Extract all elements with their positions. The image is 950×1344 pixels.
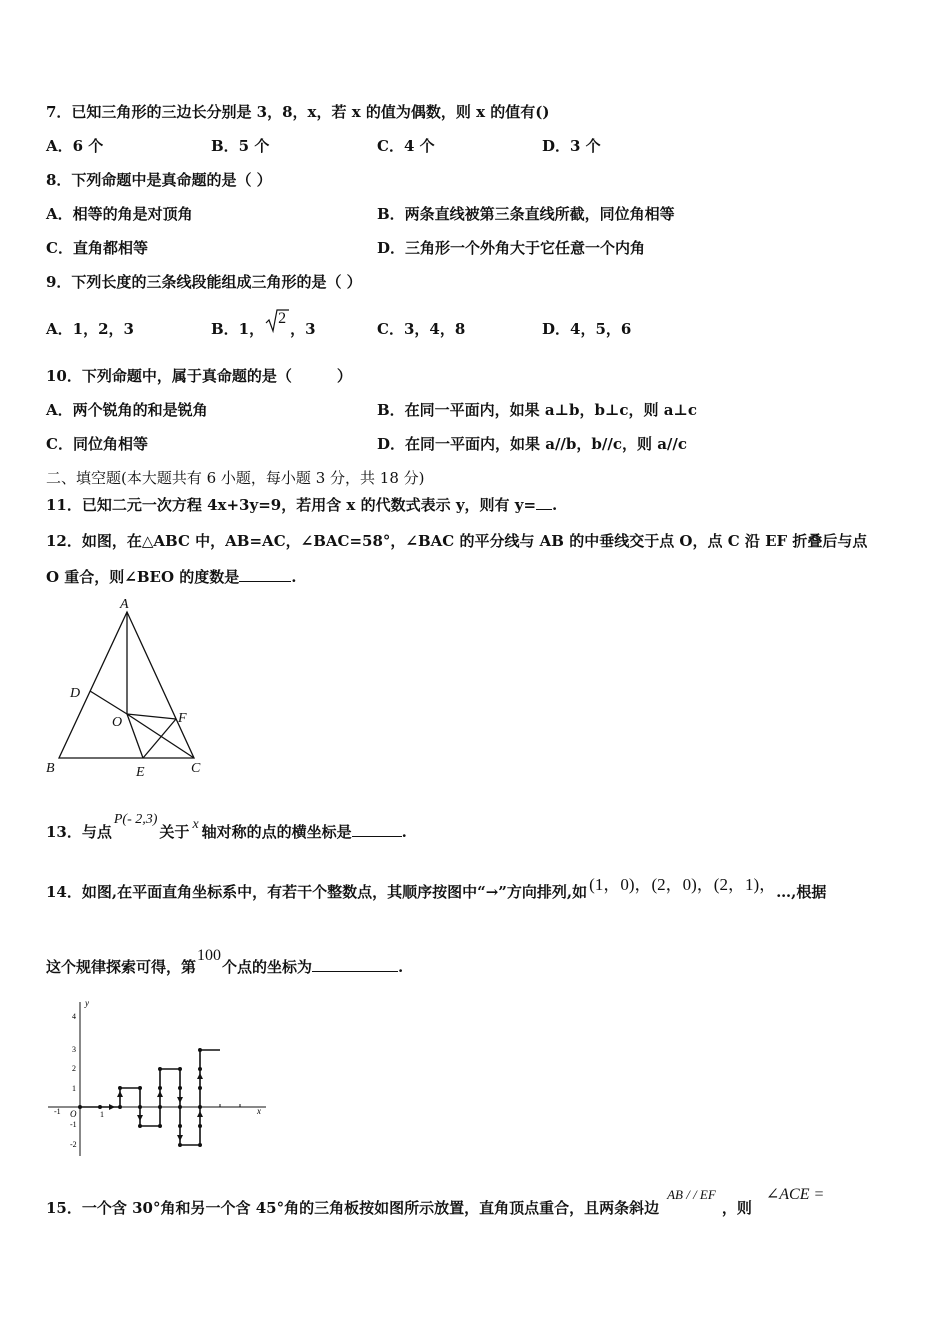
q7-option-d[interactable]: D．3 个 (542, 137, 601, 155)
q9-stem: 9．下列长度的三条线段能组成三角形的是（ ） (46, 273, 362, 291)
q14-coordinate-figure (44, 996, 274, 1166)
q8-option-b[interactable]: B．两条直线被第三条直线所截，同位角相等 (377, 205, 675, 223)
q11-answer-blank[interactable] (536, 495, 552, 510)
q9-option-b-post: ，3 (290, 320, 316, 338)
q14-line2 (46, 947, 404, 978)
q15-text (46, 1186, 825, 1219)
q9-option-b[interactable] (211, 310, 316, 339)
x-tick-neg1: -1 (54, 1107, 61, 1116)
q10-stem: 10．下列命题中，属于真命题的是（ ） (46, 367, 352, 385)
label-d: D (70, 686, 81, 701)
q8-option-c[interactable]: C．直角都相等 (46, 239, 148, 257)
q7-option-a[interactable]: A．6 个 (46, 137, 104, 155)
x-axis-label: x (257, 1106, 261, 1116)
y-tick-neg1: -1 (70, 1120, 77, 1129)
fold-line-ef (143, 719, 176, 758)
q9-option-a[interactable]: A．1，2，3 (46, 320, 134, 338)
q14-answer-blank[interactable] (312, 957, 398, 972)
q15-stem: 15．一个含 30°角和另一个含 45°角的三角板按如图所示放置，直角顶点重合，且两条斜边 (46, 1199, 660, 1217)
q10-option-b[interactable]: B．在同一平面内，如果 a⊥b，b⊥c，则 a⊥c (377, 401, 698, 419)
q10-option-a[interactable]: A．两个锐角的和是锐角 (46, 401, 208, 419)
q8-option-a[interactable]: A．相等的角是对顶角 (46, 205, 193, 223)
q14-line2-pre: 这个规律探索可得，第 (46, 958, 197, 976)
q13-pre: 13．与点 (46, 823, 112, 841)
y-axis-label: y (85, 998, 89, 1008)
q13-point-p: P(- 2,3) (113, 812, 158, 827)
q14-line1 (46, 875, 827, 902)
q14-tail: …,根据 (776, 883, 827, 901)
label-b: B (46, 761, 55, 776)
q14-line2-post: 个点的坐标为 (222, 958, 313, 976)
q13-end: . (401, 823, 407, 841)
q12-line2 (46, 567, 297, 587)
q12-answer-blank[interactable] (239, 567, 291, 582)
q12-end: . (291, 568, 297, 586)
x-tick-1: 1 (100, 1110, 104, 1119)
q11-end: . (552, 496, 558, 514)
q14-n: 100 (197, 947, 222, 964)
q12-triangle-figure (40, 594, 220, 784)
perpendicular-bisector-do (90, 691, 127, 714)
q13-axis-x: x (192, 817, 199, 832)
q9-option-b-pre: B．1， (211, 320, 265, 338)
q7-option-b[interactable]: B．5 个 (211, 137, 270, 155)
label-o: O (112, 715, 123, 730)
y-tick-3: 3 (72, 1045, 76, 1054)
q7-option-c[interactable]: C．4 个 (377, 137, 435, 155)
q13-text (46, 812, 407, 844)
q10-option-c[interactable]: C．同位角相等 (46, 435, 148, 453)
sqrt-symbol (264, 310, 290, 339)
sqrt-radical-icon (264, 307, 290, 337)
q12-line1: 12．如图，在△ABC 中，AB=AC，∠BAC=58°，∠BAC 的平分线与 AB 的中垂线交于点 O，点 C 沿 EF 折叠后与点 (46, 532, 868, 550)
q15-mid: ，则 (721, 1199, 752, 1217)
y-tick-4: 4 (72, 1012, 76, 1021)
label-c: C (191, 761, 201, 776)
q14-end: . (398, 958, 404, 976)
label-a: A (120, 597, 129, 612)
q14-points: (1，0)，(2，0)，(2，1)， (589, 875, 777, 894)
q13-mid: 关于 (159, 823, 190, 841)
q13-answer-blank[interactable] (352, 822, 402, 837)
q9-option-c[interactable]: C．3，4，8 (377, 320, 466, 338)
y-tick-neg2: -2 (70, 1140, 77, 1149)
q10-option-d[interactable]: D．在同一平面内，如果 a//b，b//c，则 a//c (377, 435, 688, 453)
sqrt-radicand: 2 (278, 310, 287, 327)
segment-oe (127, 714, 143, 758)
q11-stem: 11．已知二元一次方程 4x+3y=9，若用含 x 的代数式表示 y，则有 y= (46, 496, 537, 514)
q8-option-d[interactable]: D．三角形一个外角大于它任意一个内角 (377, 239, 646, 257)
q11-text (46, 495, 557, 515)
lattice-path (80, 1050, 220, 1145)
y-tick-2: 2 (72, 1064, 76, 1073)
q14-stem: 14．如图,在平面直角坐标系中，有若干个整数点，其顺序按图中“→”方向排列,如 (46, 883, 588, 901)
q7-stem: 7．已知三角形的三边长分别是 3，8，x，若 x 的值为偶数，则 x 的值有() (46, 103, 550, 121)
q15-angle: ∠ACE = (765, 1186, 825, 1203)
q9-option-d[interactable]: D．4，5，6 (542, 320, 632, 338)
label-e: E (136, 765, 145, 780)
y-tick-1: 1 (72, 1084, 76, 1093)
origin-label: O (70, 1109, 77, 1119)
q8-stem: 8．下列命题中是真命题的是（ ） (46, 171, 272, 189)
section-title: 二、填空题(本大题共有 6 小题，每小题 3 分，共 18 分) (46, 469, 425, 487)
q13-post: 轴对称的点的横坐标是 (201, 823, 352, 841)
q15-parallel: AB / / EF (667, 1187, 716, 1202)
label-f: F (178, 711, 187, 726)
q12-stem-end: O 重合，则∠BEO 的度数是 (46, 568, 240, 586)
